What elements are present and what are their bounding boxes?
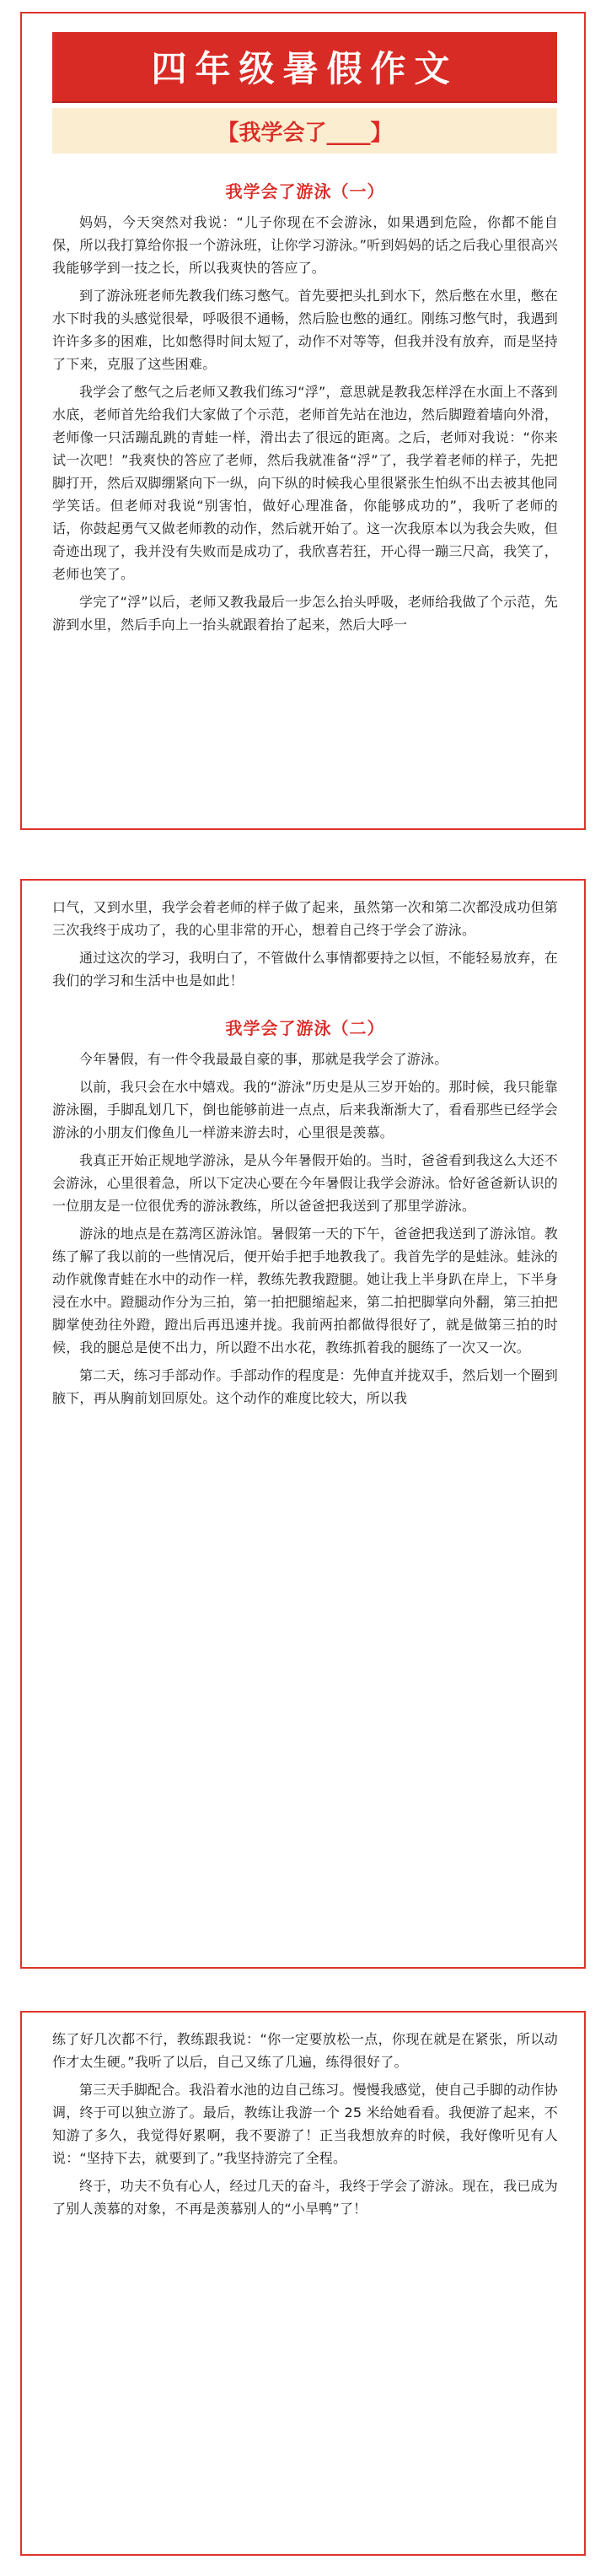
essay-3-body <box>52 2028 558 2225</box>
essay-1-body <box>52 179 558 641</box>
essay-card-1 <box>20 12 586 830</box>
section-gap <box>52 997 558 1016</box>
page-title: 四年级暑假作文 <box>52 32 557 101</box>
essay-1-closing: 通过这次的学习，我明白了，不管做什么事情都要持之以恒，不能轻易放弃，在我们的学习和生活中也是如此！ <box>52 950 558 989</box>
essay-card-2 <box>20 879 586 1969</box>
essay-2-paragraph: 我真正开始正规地学游泳，是从今年暑假开始的。当时，爸爸看到我这么大还不会游泳，心里很着急，所以下定决心要在今年暑假让我学会游泳。恰好爸爸新认识的一位朋友是一位很优秀的游泳教练，所以爸爸把我送到了那里学游泳。 <box>52 1152 558 1214</box>
essay-2-paragraph: 以前，我只会在水中嬉戏。我的“游泳”历史是从三岁开始的。那时候，我只能靠游泳圈，手脚乱划几下，倒也能够前进一点点，后来我渐渐大了，看看那些已经学会游泳的小朋友们像鱼儿一样游来游去时，心里很是羡慕。 <box>52 1079 558 1140</box>
essay-card-3 <box>20 2011 586 2556</box>
essay-1-paragraph: 学完了“浮”以后，老师又教我最后一步怎么抬头呼吸，老师给我做了个示范，先游到水里，然后手向上一抬头就跟着抬了起来，然后大呼一 <box>52 594 558 633</box>
page-subtitle: 【我学会了____】 <box>52 108 557 154</box>
essay-1-heading: 我学会了游泳（一） <box>225 181 385 202</box>
essay-1-paragraph: 我学会了憋气之后老师又教我们练习“浮”，意思就是教我怎样浮在水面上不落到水底，老师首先给我们大家做了个示范，老师首先站在池边，然后脚蹬着墙向外滑，老师像一只活蹦乱跳的青蛙一样，滑出去了很远的距离。之后，老师对我说：“你来试一次吧！”我爽快的答应了老师，然后我就准备“浮”了，我学着老师的样子，先把脚打开，然后双脚绷紧向下一纵，向下纵的时候我心里很紧张生怕纵不出去被其他同学笑话。但老师对我说“别害怕，做好心理准备，你能够成功的”，我听了老师的话，你鼓起勇气又做老师教的动作，然后就开始了。这一次我原本以为我会失败，但奇迹出现了，我并没有失败而是成功了，我欣喜若狂，开心得一蹦三尺高，我笑了，老师也笑了。 <box>52 384 558 582</box>
essay-2-paragraph: 第二天，练习手部动作。手部动作的程度是：先伸直并拢双手，然后划一个圈到腋下，再从胸前划回原处。这个动作的难度比较大，所以我 <box>52 1367 558 1406</box>
essay-1-continuation: 口气，又到水里，我学会着老师的样子做了起来，虽然第一次和第二次都没成功但第三次我终于成功了，我的心里非常的开心，想着自己终于学会了游泳。 <box>52 899 558 938</box>
essay-2-paragraph: 游泳的地点是在荔湾区游泳馆。暑假第一天的下午，爸爸把我送到了游泳馆。教练了解了我以前的一些情况后，便开始手把手地教我了。我首先学的是蛙泳。蛙泳的动作就像青蛙在水中的动作一样，教练先教我蹬腿。她让我上半身趴在岸上，下半身浸在水中。蹬腿动作分为三拍，第一拍把腿缩起来，第二拍把脚掌向外翻，第三拍把脚掌使劲往外蹬，蹬出后再迅速并拢。我前两拍都做得很好了，就是做第三拍的时候，我的腿总是使不出力，所以蹬不出水花，教练抓着我的腿练了一次又一次。 <box>52 1226 558 1355</box>
essay-1-paragraph: 到了游泳班老师先教我们练习憋气。首先要把头扎到水下，然后憋在水里，憋在水下时我的头感觉很晕，呼吸很不通畅，然后脸也憋的通红。刚练习憋气时，我遇到许许多多的困难，比如憋得时间太短了，动作不对等等，但我并没有放弃，而是坚持了下来，克服了这些困难。 <box>52 288 558 372</box>
essay-1-paragraph: 妈妈，今天突然对我说：“儿子你现在不会游泳，如果遇到危险，你都不能自保，所以我打算给你报一个游泳班，让你学习游泳。”听到妈妈的话之后我心里很高兴我能够学到一技之长，所以我爽快的答应了。 <box>52 214 558 276</box>
essay-2-continuation: 练了好几次都不行，教练跟我说：“你一定要放松一点，你现在就是在紧张，所以动作才太生硬。”我听了以后，自己又练了几遍，练得很好了。 <box>52 2031 558 2070</box>
essay-2-paragraph: 终于，功夫不负有心人，经过几天的奋斗，我终于学会了游泳。现在，我已成为了别人羡慕的对象，不再是羡慕别人的“小旱鸭”了！ <box>52 2178 558 2217</box>
essay-2-heading: 我学会了游泳（二） <box>225 1018 385 1038</box>
essay-2-paragraph: 今年暑假，有一件令我最最自豪的事，那就是我学会了游泳。 <box>79 1051 448 1067</box>
essay-2-paragraph: 第三天手脚配合。我沿着水池的边自己练习。慢慢我感觉，使自己手脚的动作协调，终于可以独立游了。最后，教练让我游一个 25 米给她看看。我便游了起来，不知游了多久，我觉得好累啊，我不要游了！正当我想放弃的时候，我好像听见有人说：“坚持下去，就要到了。”我坚持游完了全程。 <box>52 2082 558 2166</box>
essay-2-body <box>52 896 558 1415</box>
